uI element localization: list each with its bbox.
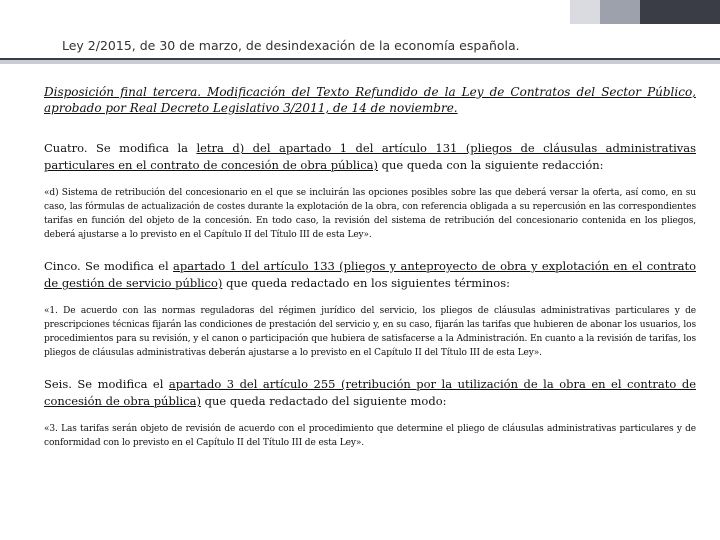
slide-content [44,84,696,466]
quote-seis: «3. Las tarifas serán objeto de revisión de acuerdo con el procedimiento que determine el pliego de cláusulas administrativas particulares y de conformidad con lo previsto en el Capítulo II del Título III de esta Ley». [44,424,696,448]
paragraph-seis [44,376,696,410]
corner-decoration-light [570,0,600,24]
paragraph-seis-suffix: que queda redactado del siguiente modo: [200,394,447,408]
slide-title: Ley 2/2015, de 30 de marzo, de desindexación de la economía española. [62,38,520,53]
paragraph-cuatro-reference: letra d) del apartado 1 del artículo 131 (pliegos de cláusulas administrativas particulares en el contrato de concesión de obra pública) [44,141,697,172]
quote-cinco: «1. De acuerdo con las normas reguladoras del régimen jurídico del servicio, los pliegos de cláusulas administrativas particulares y de prescripciones técnicas fijarán las condiciones de prestación del servicio y, en su caso, fijarán las tarifas que hubieren de abonar los usuarios, los procedimientos para su revisión, y el canon o participación que hubiera de satisfacerse a la Administración. En cuanto a la revisión de tarifas, los pliegos de cláusulas administrativas deberán ajustarse a lo previsto en el Capítulo II del Título III de esta Ley». [44,306,696,358]
paragraph-cinco-prefix: Cinco. Se modifica el [44,259,173,273]
disposicion-heading: Disposición final tercera. Modificación del Texto Refundido de la Ley de Contratos del Sector Público, aprobado por Real Decreto Legislativo 3/2011, de 14 de noviembre. [44,85,696,115]
paragraph-cinco-reference: apartado 1 del artículo 133 (pliegos y anteproyecto de obra y explotación en el contrato de gestión de servicio público) [44,259,696,290]
paragraph-cinco [44,258,696,292]
paragraph-cuatro [44,140,696,174]
paragraph-cinco-suffix: que queda redactado en los siguientes términos: [222,276,510,290]
paragraph-seis-prefix: Seis. Se modifica el [44,377,169,391]
corner-decoration-dark [640,0,720,24]
paragraph-cuatro-suffix: que queda con la siguiente redacción: [378,158,604,172]
paragraph-seis-reference: apartado 3 del artículo 255 (retribución por la utilización de la obra en el contrato de concesión de obra pública) [44,377,696,408]
quote-cuatro: «d) Sistema de retribución del concesionario en el que se incluirán las opciones posibles sobre las que deberá versar la oferta, así como, en su caso, las fórmulas de actualización de costes durante la explotación de la obra, con referencia obligada a su repercusión en las correspondientes tarifas en función del objeto de la concesión. En todo caso, la revisión del sistema de retribución del concesionario contenida en los pliegos, deberá ajustarse a lo previsto en el Capítulo II del Título III de esta Ley». [44,188,696,240]
corner-decoration-mid [600,0,640,24]
header-divider-light [0,60,720,64]
paragraph-cuatro-prefix: Cuatro. Se modifica la [44,141,197,155]
